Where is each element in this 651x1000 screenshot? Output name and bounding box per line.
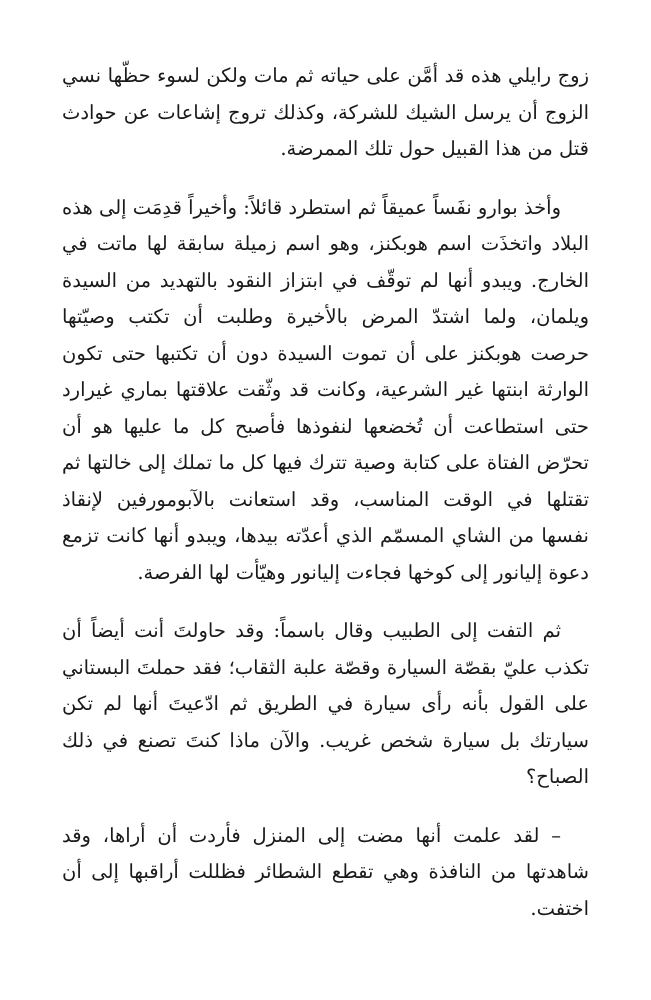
paragraph-3: ثم التفت إلى الطبيب وقال باسماً: وقد حاولتَ أنت أيضاً أن تكذب عليّ بقصّة السيارة وقصّة علبة الثقاب؛ فقد حملتَ البستاني على القول بأنه رأى سيارة في الطريق ثم ادّعيتَ أنها لم تكن سيارتك بل سيارة شخص غريب. والآن ماذا كنتَ تصنع في ذلك الصباح؟ [62,619,589,788]
paragraph-1: زوج رايلي هذه قد أمَّن على حياته ثم مات ولكن لسوء حظّها نسي الزوج أن يرسل الشيك للشركة، وكذلك تروج إشاعات عن حوادث قتل من هذا القبيل حول تلك الممرضة. [62,64,589,160]
book-page [62,58,589,949]
paragraph-2: وأخذ بوارو نفَساً عميقاً ثم استطرد قائلاً: وأخيراً قدِمَت إلى هذه البلاد واتخذَت اسم هوبكنز، وهو اسم زميلة سابقة لها ماتت في الخارج. ويبدو أنها لم توقّف في ابتزاز النقود بالتهديد من السيدة ويلمان، ولما اشتدّ المرض بالأخيرة وطلبت أن تكتب وصيّتها حرصت هوبكنز على أن تموت السيدة دون أن تكتبها حتى تكون الوارثة ابنتها غير الشرعية، وكانت قد وثّقت علاقتها بماري غيرارد حتى استطاعت أن تُخضعها لنفوذها فأصبح كل ما عليها هو أن تحرّض الفتاة على كتابة وصية تترك فيها كل ما تملك إلى خالتها ثم تقتلها في الوقت المناسب، وقد استعانت بالآبومورفين لإنقاذ نفسها من الشاي المسمّم الذي أعدّته بيدها، ويبدو أنها كانت تزمع دعوة إليانور إلى كوخها فجاءت إليانور وهيّأت لها الفرصة. [62,195,589,584]
paragraph-4: – لقد علمت أنها مضت إلى المنزل فأردت أن أراها، وقد شاهدتها من النافذة وهي تقطع الشطائر فظللت أراقبها إلى أن اختفت. [62,823,589,920]
